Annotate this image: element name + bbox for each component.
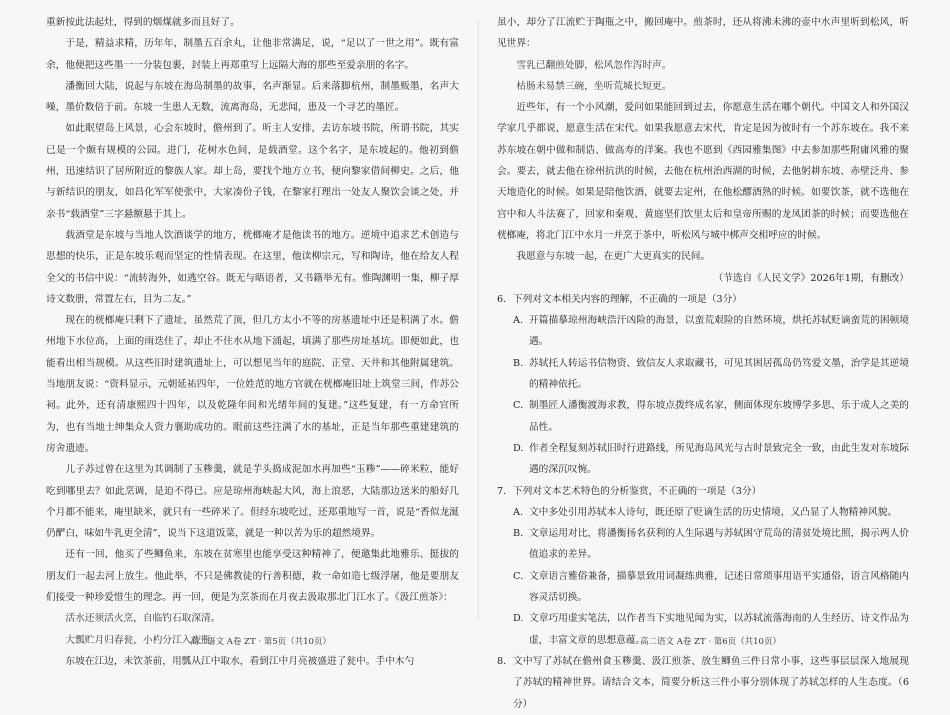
paragraph: 虽小，却分了江流贮于陶瓶之中，搬回庵中。煎茶时，还从将沸未沸的壶中水声里听到松风，听见世界： xyxy=(497,17,909,50)
option-a xyxy=(497,502,909,523)
option-c xyxy=(497,395,909,438)
paragraph: 潘衡回大陆，说起与东坡在海岛制墨的故事，名声渐显。后来落脚杭州，制墨贩墨，名声大噪，墨价数倍于前。东坡一生患人无数，流离海岛，无悲闻，患及一个寻艺的墨匠。 xyxy=(46,80,459,114)
option-label: D. xyxy=(513,442,524,454)
option-label: A. xyxy=(513,315,524,327)
option-label: C. xyxy=(513,400,524,412)
right-column xyxy=(497,12,909,715)
option-text: 苏轼托人转运书信物资、致信友人求取藏书，可见其困居孤岛仍笃爱文墨，治学是其逆境的精神依托。 xyxy=(529,357,909,391)
option-text: 文章巧用虚实笔法，以作者当下实地见闻为实，以苏轼流落海南的人生经历、诗文作品为虚，丰富文章的思想意蕴。 xyxy=(529,613,909,646)
option-label: C. xyxy=(513,570,524,582)
question-number: 8. xyxy=(497,655,507,667)
poem-line: 大瓢贮月归春瓮，小杓分江入夜瓶。 xyxy=(65,634,221,646)
option-label: A. xyxy=(513,506,524,518)
question-number: 7. xyxy=(497,485,507,497)
option-b xyxy=(497,353,909,396)
paragraph: 现在的桄榔庵只剩下了遗址，虽然荒了顶，但几方太小不等的房基遗址中还是积满了水。儋州地下水位高，上面的雨迭住了，却止不住水从地下涌起，填满了那些房址基坑。即便如此，也能看出相当规模。从这些旧时建筑遗址上，可以想见当年的庭院、正堂、天井和其他附属建筑。当地朋友说：“资料显示，元朝延祐四年，一位姓范的地方官就在桄榔庵旧址上筑堂三间，作苏公祠。此外，还有清康熙四十四年，以及乾隆年间和光绪年间的复建。”这些复建，有一方命官所为，也有当地士绅集众人资力襄助成功的。眼前这些注满了水的基址，正是当年那些重建建筑的房舍遗迹。 xyxy=(46,315,459,454)
option-text: 文章运用对比，将潘衡扬名获利的人生际遇与苏轼困守荒岛的清贫处境比照，揭示两人价值追求的差异。 xyxy=(529,528,909,561)
option-text: 文章语言雅俗兼备，描摹景致用词凝练典雅，记述日常琐事用语平实通俗，语言风格随内容灵活切换。 xyxy=(529,570,909,604)
option-c xyxy=(497,566,909,609)
question-stem: 文中写了苏轼在儋州食玉糁羹、汲江煎茶、放生鲫鱼三件日常小事，这些事层层深入地展现了苏轼的精神世界。请结合文本，简要分析这三件小事分别体现了苏轼怎样的人生态度。（6分） xyxy=(513,655,909,710)
paragraph: 东坡在江边，未饮茶前，用瓢从江中取水，看到江中月亮被盛进了瓮中。手中木勺 xyxy=(65,655,415,667)
paragraph: 如此眠望岛上风景，心会东坡时，儋州到了。听主人安排，去访东坡书院，所谓书院，其实已是一个颇有规模的公园。进门，花树水色间，是载酒堂。这个名字，是东坡起的。他初到儋州，迅速结识了居所附近的黎族人家。却上岛，要找个地方立书，便向黎家借间柳史。之后，他与新结识的朋友，如昌化军军使张中，大家凑份子钱，在黎家打理出一处友人聚饮会谈之处，并亲书“载酒堂”三字悬额悬于其上。 xyxy=(46,123,459,220)
option-d xyxy=(497,438,909,481)
option-text: 制墨匠人潘衡渡海求教，得东坡点拨终成名家，侧面体现东坡博学多思、乐于成人之美的品性。 xyxy=(529,400,909,433)
page-footer-left: 高二语文 A卷 ZT · 第5页（共10页） xyxy=(190,637,331,647)
option-label: B. xyxy=(513,357,524,369)
paragraph: 重新按此法起灶，得到的烟煤就多而且好了。 xyxy=(46,17,240,28)
question-8 xyxy=(497,651,909,715)
poem-line: 枯肠未易禁三碗，坐听荒城长短更。 xyxy=(516,80,672,92)
page-footer-right: 高二语文 A卷 ZT · 第6页（共10页） xyxy=(640,637,781,647)
question-6 xyxy=(497,289,909,481)
column-divider xyxy=(478,20,479,620)
option-label: B. xyxy=(513,528,524,540)
source-note: （节选自《人民文学》2026年1期，有删改） xyxy=(713,272,909,284)
option-text: 文中多处引用苏轼本人诗句，既还原了贬谪生活的历史情境，又凸显了人物精神风貌。 xyxy=(529,506,898,518)
paragraph: 儿子苏过曾在这里为其调制了玉糁羹，就是芋头捣成泥加水再加些“玉糁”——碎米粒，能好吃到哪里去？如此烹调，是迫不得已。应是琼州海峡起大风，海上浪恶，大陆那边送米的船好几个月都不能来，庵里缺米，就只有一些碎米了。但经东坡吃过，还郑重地写一首，说是“香似龙涎仍酽白，味如牛乳更全清”，说当下这道饭菜，就是一种以苦为乐的超然境界。 xyxy=(46,464,459,540)
poem-line: 活水还须活火烹，自临钓石取深清。 xyxy=(65,613,221,625)
question-number: 6. xyxy=(497,293,507,305)
paragraph: 我愿意与东坡一起，在更广大更真实的民间。 xyxy=(516,251,711,263)
question-stem: 下列对文本相关内容的理解，不正确的一项是（3分） xyxy=(513,293,742,305)
option-label: D. xyxy=(513,613,524,625)
paragraph: 还有一回，他买了些鲫鱼来，东坡在贫寒里也能享受这种精神了，便邀集此地雅乐、挺拔的朋友们一起去河上放生。他此举，不只是佛教徒的行善积德，救一命如造七级浮屠，他是要朋友们接受一种珍爱惜生的理念。再一回，便是为烹茶而在月夜去汲取那北门江水了。《汲江煎茶》： xyxy=(46,549,459,604)
left-column xyxy=(46,12,459,672)
option-text: 开篇描摹琼州海峡浩汗凶险的海景，以蛮荒艰险的自然环境，烘托苏轼贬谪蛮荒的困顿境遇。 xyxy=(529,315,909,348)
option-a xyxy=(497,310,909,353)
paragraph: 载酒堂是东坡与当地人饮酒谈学的地方，桄榔庵才是他读书的地方。逆境中追求艺术创造与思想的快乐，正是东坡乐观而坚定的性情表现。在这里，他读柳宗元，写和陶诗，他在给友人程全父的书信中说：“流转海外，如逃空谷。既无与晤语者，又书籍举无有。惟陶渊明一集，柳子厚诗文数册，常置左右，目为二友。” xyxy=(46,229,459,305)
paragraph: 近些年，有一个小风潮，爱问如果能回到过去，你愿意生活在哪个朝代。中国文人和外国汉学家几乎都说，愿意生活在宋代。如果我愿意去宋代，肯定是因为彼时有一个苏东坡在。我不来苏东坡在朝中做和制诰、做高寿的洋案。我也不愿到《西园雅集图》中去参加那些附庸风雅的聚会。要去，就去他在徐州抗洪的时候，去他在杭州治西湖的时候，去他躬耕东坡、赤壁泛舟、参天地造化的时候。如果是陪他饮酒，就要去定州，在他松醪酒熟的时候。如要饮茶，就不选他在宫中和人斗法赛了，回家和秦观、黄庭坚们饮里太后和皇帝所赐的龙凤团茶的时候；而要选他在桄榔庵，将北门江中水月一并烹于茶中，听松风与城中梆声交相呼应的时候。 xyxy=(497,102,909,241)
option-text: 作者全程复刻苏轼旧时行进路线，所见海岛风光与古时景致完全一致，由此生发对东坡际遇的深沉叹惋。 xyxy=(529,442,909,476)
option-b xyxy=(497,523,909,566)
poem-line: 雪乳已翻煎处脚，松风忽作泻时声。 xyxy=(516,59,672,71)
question-stem: 下列对文本艺术特色的分析鉴赏，不正确的一项是（3分） xyxy=(513,485,762,497)
paragraph: 于是，精益求精，历年年，制墨五百余丸，让他非常满足，说，“足以了一世之用”。既有富余，他便把这些墨一一分装包裹，封装上再郑重写上远隔大海的那些至爱亲朋的名字。 xyxy=(46,38,459,71)
question-7 xyxy=(497,481,909,651)
